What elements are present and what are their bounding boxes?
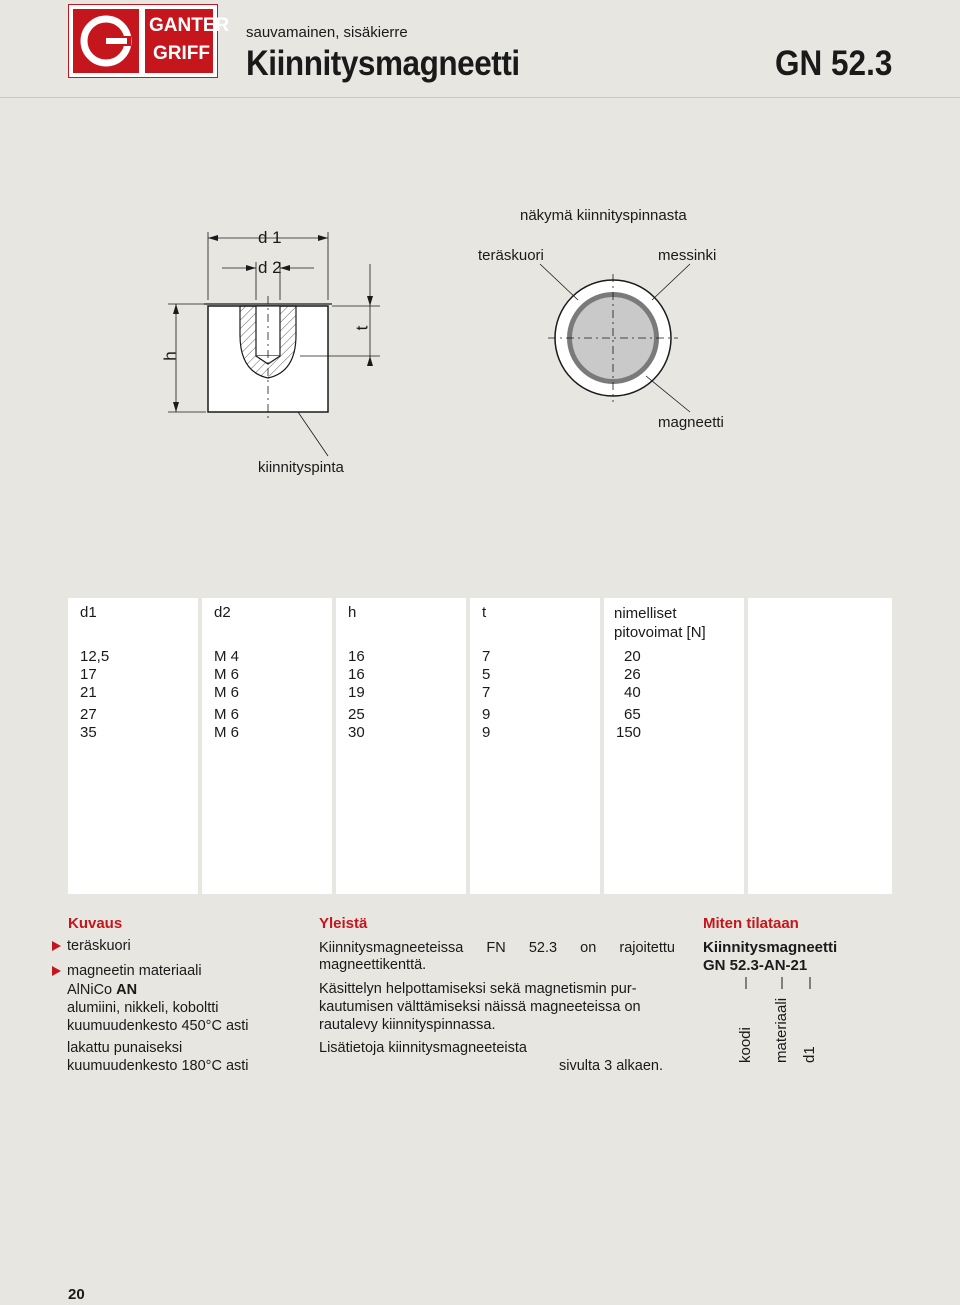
dim-label-h: h — [160, 351, 180, 361]
table-column-d2 — [202, 598, 332, 894]
table-cell: 12,5 — [80, 648, 110, 665]
table-cell: 25 — [348, 706, 365, 723]
description-heading: Kuvaus — [68, 915, 123, 932]
ordering-heading: Miten tilataan — [703, 915, 799, 932]
description-item-magnet-material: magneetin materiaali — [52, 962, 202, 981]
table-column-force — [604, 598, 744, 894]
table-cell: 20 — [624, 648, 641, 665]
table-cell: M 6 — [214, 666, 240, 683]
general-paragraph-1-line1: Kiinnitysmagneeteissa FN 52.3 on rajoitettu — [319, 940, 675, 956]
ordering-part-d1: d1 — [801, 1046, 818, 1063]
technical-drawing — [0, 0, 960, 590]
table-cell: 21 — [80, 684, 97, 701]
table-cell: 27 — [80, 706, 97, 723]
material-temperature: kuumuudenkesto 450°C asti — [67, 1018, 249, 1034]
ordering-part-code: koodi — [737, 1027, 754, 1063]
table-column-h — [336, 598, 466, 894]
table-cell: 5 — [482, 666, 491, 683]
product-code: GN 52.3 — [774, 44, 892, 83]
label-magnet: magneetti — [658, 414, 724, 431]
table-column-extra — [748, 598, 892, 894]
description-item-shell: teräskuori — [52, 937, 131, 956]
general-paragraph-2-line1: Käsittelyn helpottamiseksi sekä magnetismin pur- — [319, 981, 637, 997]
table-header-force: nimelliset pitovoimat [N] — [614, 605, 706, 641]
label-brass: messinki — [658, 247, 717, 264]
table-header-d1: d1 — [80, 604, 97, 621]
table-cell: 150 — [616, 724, 642, 741]
general-paragraph-2-line2: kautumisen välttämiseksi näissä magneeteissa on — [319, 999, 641, 1015]
dim-label-t: t — [352, 325, 372, 331]
table-header-h: h — [348, 604, 357, 621]
general-paragraph-3-line1: Lisätietoja kiinnitysmagneeteista — [319, 1040, 527, 1056]
table-cell: 9 — [482, 706, 491, 723]
table-column-t — [470, 598, 600, 894]
material-code-line: AlNiCo AN — [67, 982, 138, 998]
table-cell: 26 — [624, 666, 641, 683]
table-header-t: t — [482, 604, 487, 621]
table-cell: M 6 — [214, 706, 240, 723]
bullet-arrow-icon — [52, 966, 61, 976]
brand-name-top: GANTER — [149, 15, 230, 36]
table-cell: 16 — [348, 666, 365, 683]
product-subtitle: sauvamainen, sisäkierre — [246, 24, 408, 41]
ordering-example-code: GN 52.3-AN-21 — [703, 957, 808, 974]
page-number: 20 — [68, 1286, 85, 1303]
front-view-title: näkymä kiinnityspinnasta — [520, 207, 687, 224]
finish-temperature: kuumuudenkesto 180°C asti — [67, 1058, 249, 1074]
table-cell: 7 — [482, 684, 491, 701]
table-cell: M 6 — [214, 724, 240, 741]
ordering-code-pointers — [700, 975, 840, 995]
table-cell: 19 — [348, 684, 365, 701]
bullet-arrow-icon — [52, 941, 61, 951]
table-cell: M 6 — [214, 684, 240, 701]
finish-line: lakattu punaiseksi — [67, 1040, 183, 1056]
table-cell: 9 — [482, 724, 491, 741]
brand-name-bottom: GRIFF — [153, 43, 210, 64]
table-cell: 35 — [80, 724, 97, 741]
general-paragraph-2-line3: rautalevy kiinnityspinnassa. — [319, 1017, 496, 1033]
general-heading: Yleistä — [319, 915, 368, 932]
general-paragraph-1-line2: magneettikenttä. — [319, 957, 427, 973]
table-cell: 65 — [624, 706, 641, 723]
table-header-d2: d2 — [214, 604, 231, 621]
table-cell: 40 — [624, 684, 641, 701]
ordering-product-name: Kiinnitysmagneetti — [703, 939, 838, 956]
table-cell: 7 — [482, 648, 491, 665]
table-column-d1 — [68, 598, 198, 894]
table-cell: 17 — [80, 666, 97, 683]
dim-label-d2: d 2 — [258, 258, 282, 277]
material-composition: alumiini, nikkeli, koboltti — [67, 1000, 219, 1016]
ordering-part-material: materiaali — [773, 997, 790, 1063]
table-cell: 30 — [348, 724, 365, 741]
table-cell: 16 — [348, 648, 365, 665]
label-mounting-surface: kiinnityspinta — [258, 459, 344, 476]
dim-label-d1: d 1 — [258, 228, 282, 247]
page-title: Kiinnitysmagneetti — [246, 44, 520, 83]
general-paragraph-3-line2: sivulta 3 alkaen. — [559, 1058, 663, 1074]
label-steel-shell: teräskuori — [478, 247, 544, 264]
table-cell: M 4 — [214, 648, 240, 665]
